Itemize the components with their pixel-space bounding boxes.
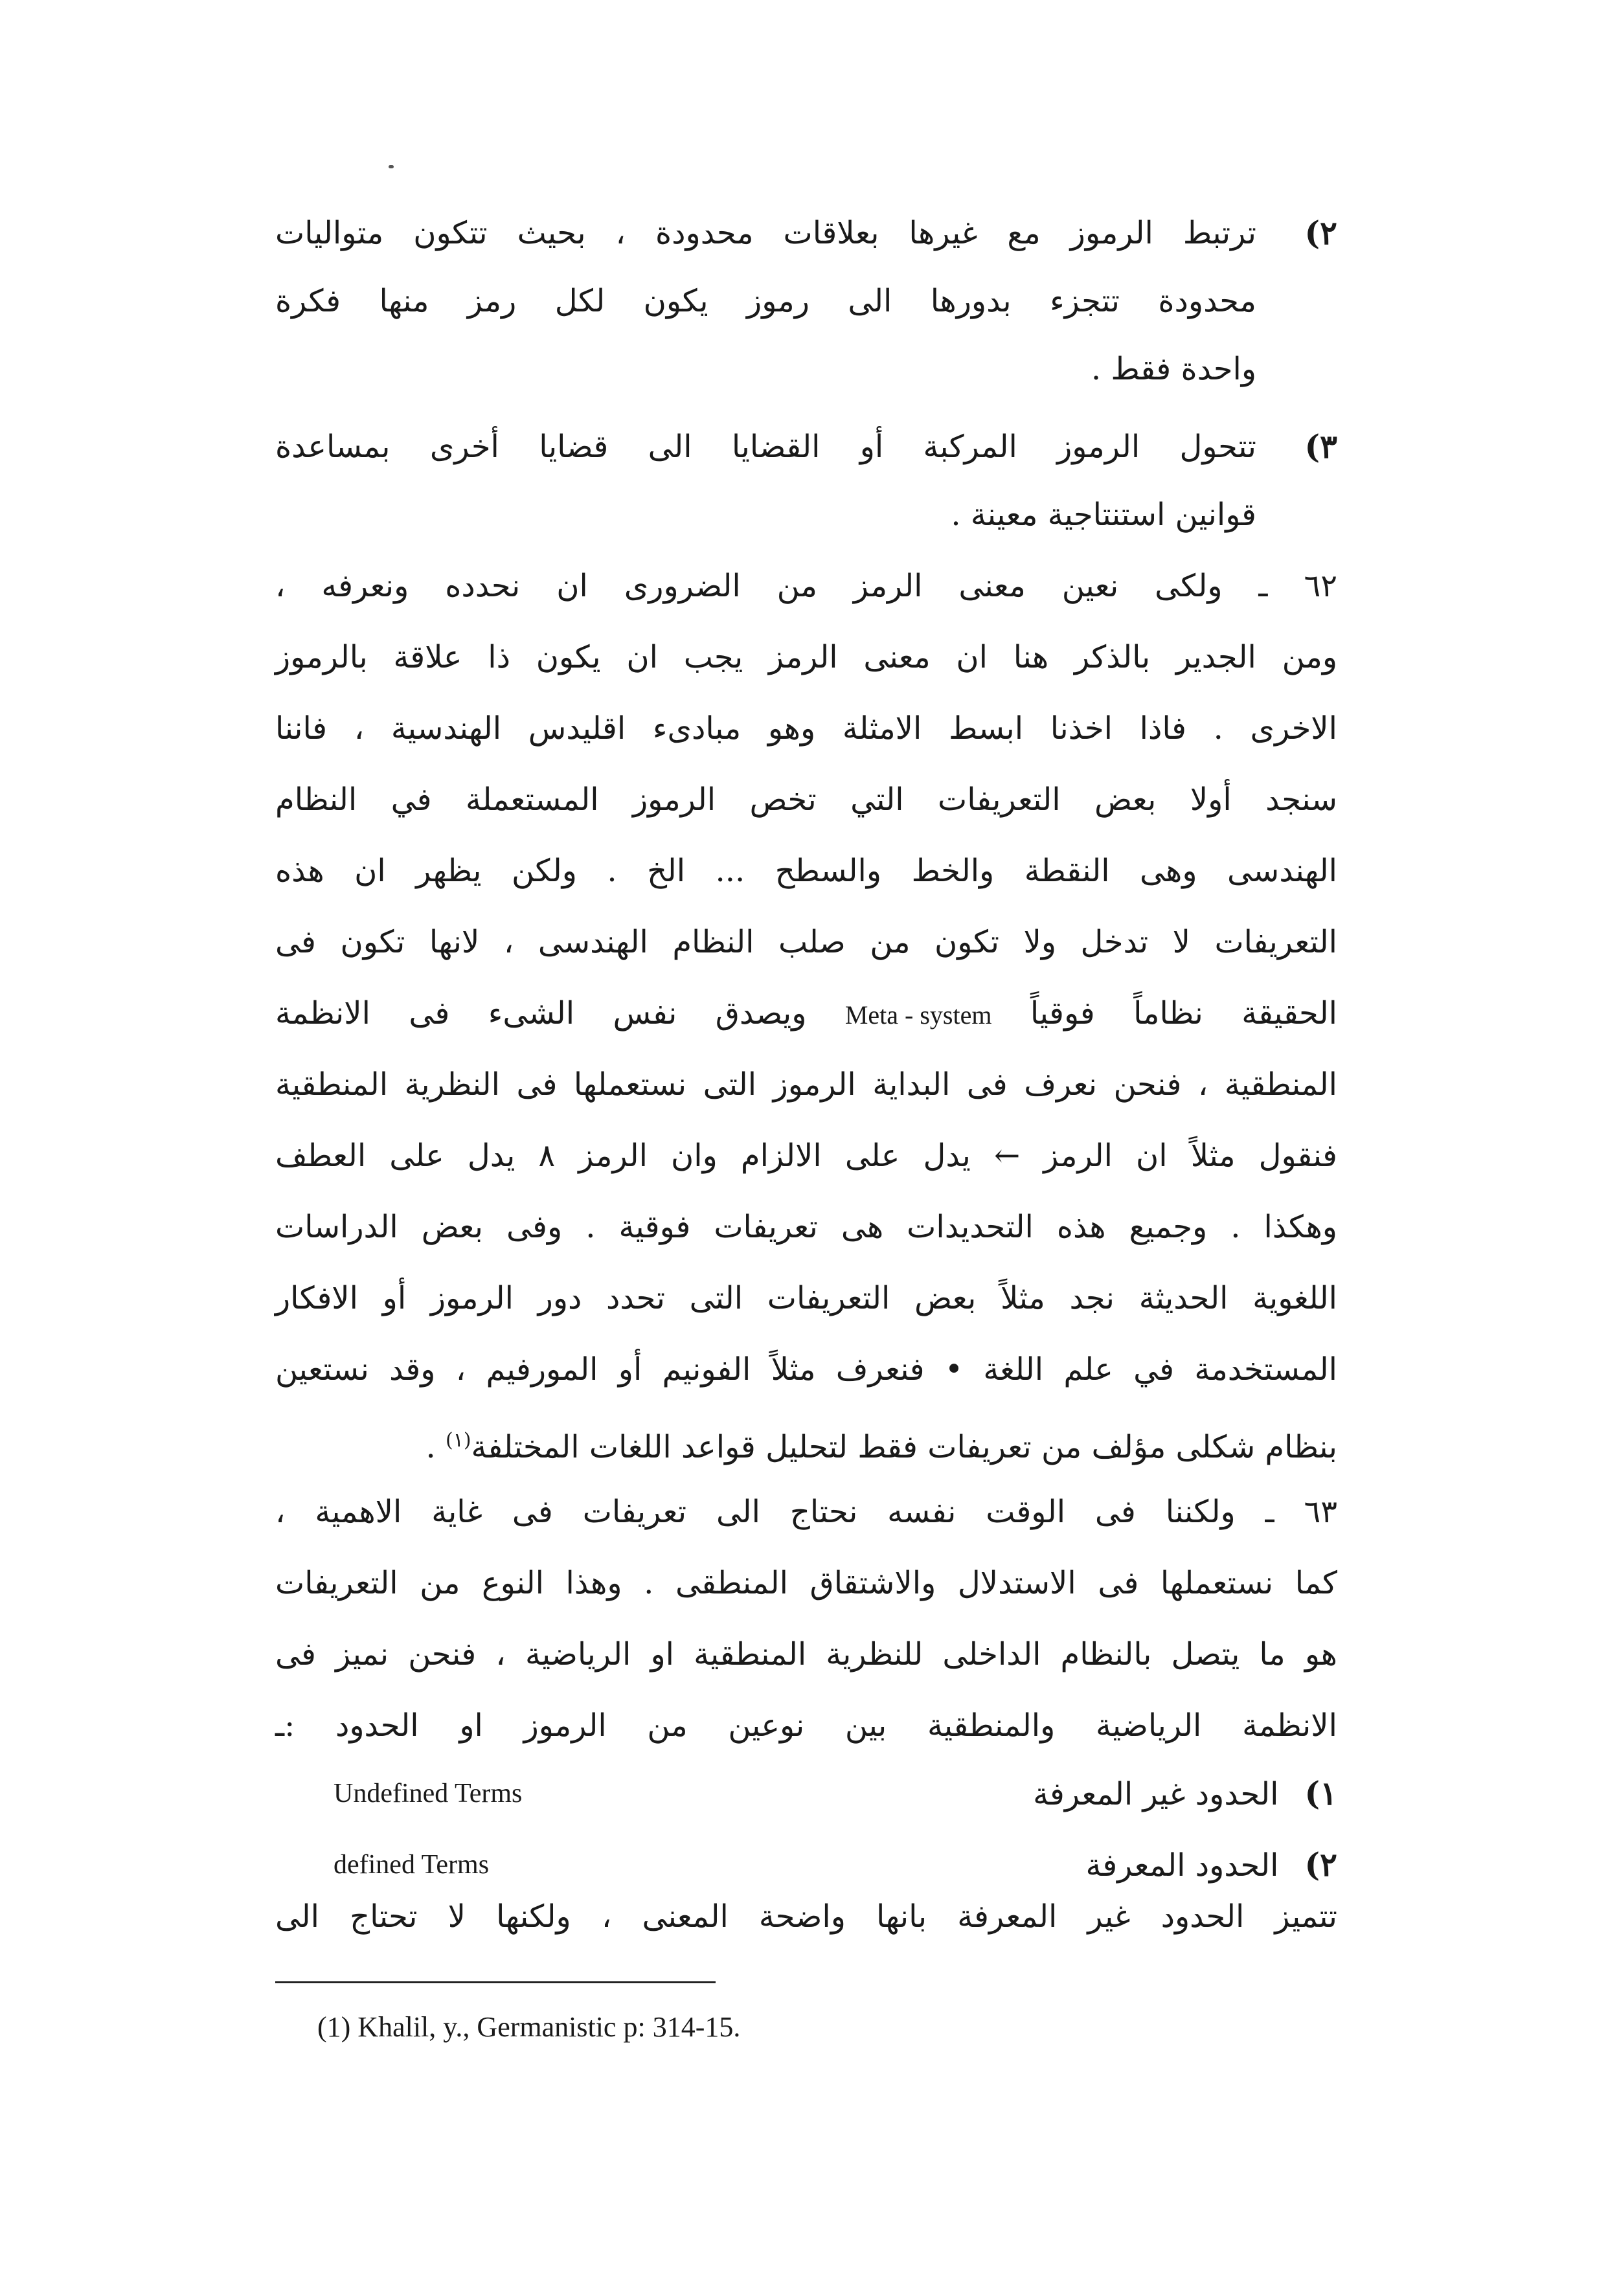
term-row-defined [275, 1845, 1337, 1884]
meta-before: الحقيقة نظاماً فوقياً [1030, 995, 1337, 1031]
paragraph-line: ومن الجدير بالذكر هنا ان معنى الرمز يجب ان يكون ذا علاقة بالرموز [275, 639, 1337, 675]
paragraph-line: الاخرى . فاذا اخذنا ابسط الامثلة وهو مبادىء اقليدس الهندسية ، فاننا [275, 710, 1337, 747]
paragraph-line: ٦٣ ـ ولكننا فى الوقت نفسه نحتاج الى تعريفات فى غاية الاهمية ، [275, 1494, 1337, 1530]
paragraph-line: الانظمة الرياضية والمنطقية بين نوعين من الرموز او الحدود :ـ [275, 1707, 1338, 1744]
paragraph-line: المنطقية ، فنحن نعرف فى البداية الرموز التى نستعملها فى النظرية المنطقية [275, 1066, 1337, 1103]
footnote: (1) Khalil, y., Germanistic p: 314-15. [317, 2011, 741, 2043]
list-item-line: واحدة فقط . [1091, 351, 1256, 387]
footnote-divider [275, 1981, 716, 1983]
list-item-line: قوانين استنتاجية معينة . [951, 497, 1256, 533]
closing-paragraph [275, 1898, 1337, 1949]
meta-system-term: Meta - system [844, 1000, 992, 1030]
term-number: ٢) [1304, 1845, 1337, 1884]
list-number: ٢) [1304, 214, 1337, 252]
meta-after: ويصدق نفس الشىء فى الانظمة [275, 995, 807, 1031]
paragraph-line: فنقول مثلاً ان الرمز ← يدل على الالزام وان الرمز ٨ يدل على العطف [275, 1138, 1338, 1174]
paragraph-63 [275, 1492, 1337, 1777]
paragraph-line: هو ما يتصل بالنظام الداخلى للنظرية المنطقية او الرياضية ، فنحن نميز فى [275, 1636, 1337, 1672]
paragraph-line: الهندسى وهى النقطة والخط والسطح ... الخ . ولكن يظهر ان هذه [275, 853, 1337, 889]
list-item-line: تتحول الرموز المركبة أو القضايا الى قضايا أخرى بمساعدة [275, 429, 1256, 465]
term-arabic: الحدود المعرفة [1085, 1847, 1279, 1884]
paragraph-line: كما نستعملها فى الاستدلال والاشتقاق المنطقى . وهذا النوع من التعريفات [275, 1565, 1337, 1601]
paragraph-line-last [275, 1421, 1337, 1467]
paragraph-line: تتميز الحدود غير المعرفة بانها واضحة المعنى ، ولكنها لا تحتاج الى [275, 1898, 1337, 1935]
paragraph-line-meta [275, 994, 1337, 1035]
paragraph-line: اللغوية الحديثة نجد مثلاً بعض التعريفات التى تحدد دور الرموز أو الافكار [275, 1280, 1337, 1316]
list-item-3 [275, 427, 1337, 557]
term-number: ١) [1304, 1774, 1337, 1812]
list-number: ٣) [1304, 427, 1337, 466]
term-arabic: الحدود غير المعرفة [1033, 1776, 1279, 1812]
list-item-2 [275, 214, 1337, 408]
term-english: Undefined Terms [334, 1779, 523, 1808]
paragraph-line: التعريفات لا تدخل ولا تكون من صلب النظام الهندسى ، لانها تكون فى [275, 924, 1337, 960]
paragraph-62 [275, 567, 1337, 1441]
scan-speck [389, 165, 394, 168]
paragraph-line: وهكذا . وجميع هذه التحديدات هى تعريفات فوقية . وفى بعض الدراسات [275, 1209, 1337, 1245]
footnote-marker: (١) [445, 1429, 471, 1452]
paragraph-line: المستخدمة في علم اللغة • فنعرف مثلاً الفونيم أو المورفيم ، وقد نستعين [275, 1351, 1337, 1388]
paragraph-line: سنجد أولا بعض التعريفات التي تخص الرموز المستعملة في النظام [275, 782, 1337, 818]
term-english: defined Terms [334, 1850, 490, 1880]
last-line-end: . [425, 1429, 446, 1465]
term-arabic-wrap [1033, 1774, 1337, 1814]
list-item-line: محدودة تتجزء بدورها الى رموز يكون لكل رمز منها فكرة [275, 283, 1256, 319]
term-row-undefined [275, 1774, 1337, 1813]
last-line-text: بنظام شكلى مؤلف من تعريفات فقط لتحليل قواعد اللغات المختلفة [471, 1429, 1337, 1465]
term-arabic-wrap [1085, 1845, 1337, 1885]
paragraph-62-last [275, 1421, 1337, 1465]
list-item-line: ترتبط الرموز مع غيرها بعلاقات محدودة ، بحيث تتكون متواليات [275, 215, 1256, 251]
paragraph-line: ٦٢ ـ ولكى نعين معنى الرمز من الضرورى ان نحدده ونعرفه ، [275, 568, 1337, 604]
